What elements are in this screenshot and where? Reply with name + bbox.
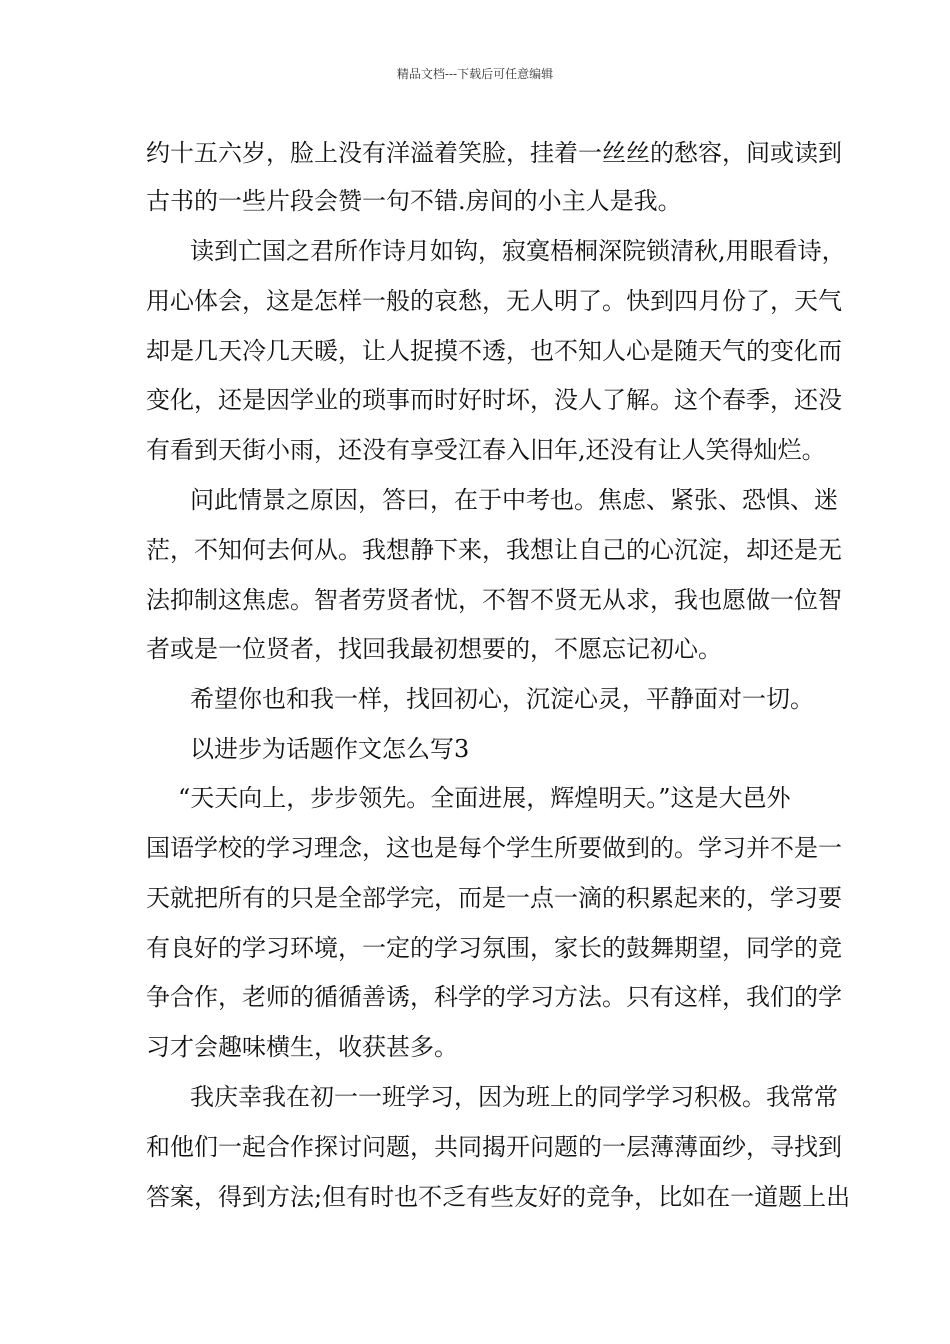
text-line: 法抑制这焦虑。智者劳贤者忧，不智不贤无从求，我也愿做一位智 bbox=[146, 586, 842, 614]
text-line: 茫，不知何去何从。我想静下来，我想让自己的心沉淀，却还是无 bbox=[146, 536, 842, 564]
text-line: 有良好的学习环境，一定的学习氛围，家长的鼓舞期望，同学的竞 bbox=[146, 934, 842, 962]
text-line: 约十五六岁，脸上没有洋溢着笑脸，挂着一丝丝的愁容，间或读到 bbox=[146, 139, 842, 167]
text-line: 者或是一位贤者，找回我最初想要的，不愿忘记初心。 bbox=[146, 635, 722, 663]
text-line: 和他们一起合作探讨问题，共同揭开问题的一层薄薄面纱，寻找到 bbox=[146, 1133, 842, 1161]
text-line: “天天向上，步步领先。全面进展，辉煌明天。”这是大邑外 bbox=[178, 784, 791, 812]
text-line: 天就把所有的只是全部学完，而是一点一滴的积累起来的，学习要 bbox=[146, 884, 842, 912]
text-line: 我庆幸我在初一一班学习，因为班上的同学学习积极。我常常 bbox=[190, 1083, 838, 1111]
text-line: 有看到天街小雨，还没有享受江春入旧年,还没有让人笑得灿烂。 bbox=[146, 436, 826, 464]
text-line: 变化，还是因学业的琐事而时好时坏，没人了解。这个春季，还没 bbox=[146, 386, 842, 414]
text-line: 用心体会，这是怎样一般的哀愁，无人明了。快到四月份了，天气 bbox=[146, 287, 842, 315]
text-line: 却是几天冷几天暖，让人捉摸不透，也不知人心是随天气的变化而 bbox=[146, 337, 842, 365]
text-line: 国语学校的学习理念，这也是每个学生所要做到的。学习并不是一 bbox=[146, 834, 842, 862]
page-header: 精品文档---下载后可任意编辑 bbox=[396, 67, 554, 81]
text-line: 答案，得到方法;但有时也不乏有些友好的竞争，比如在一道题上出 bbox=[146, 1183, 851, 1211]
text-line: 习才会趣味横生，收获甚多。 bbox=[146, 1033, 458, 1061]
section-heading: 以进步为话题作文怎么写3 bbox=[190, 735, 470, 763]
text-line: 希望你也和我一样，找回初心，沉淀心灵，平静面对一切。 bbox=[190, 685, 814, 713]
text-line: 古书的一些片段会赞一句不错.房间的小主人是我。 bbox=[146, 187, 682, 215]
text-line: 争合作，老师的循循善诱，科学的学习方法。只有这样，我们的学 bbox=[146, 983, 842, 1011]
text-line: 读到亡国之君所作诗月如钩，寂寞梧桐深院锁清秋,用眼看诗， bbox=[190, 237, 846, 265]
text-line: 问此情景之原因，答曰，在于中考也。焦虑、紧张、恐惧、迷 bbox=[190, 486, 838, 514]
